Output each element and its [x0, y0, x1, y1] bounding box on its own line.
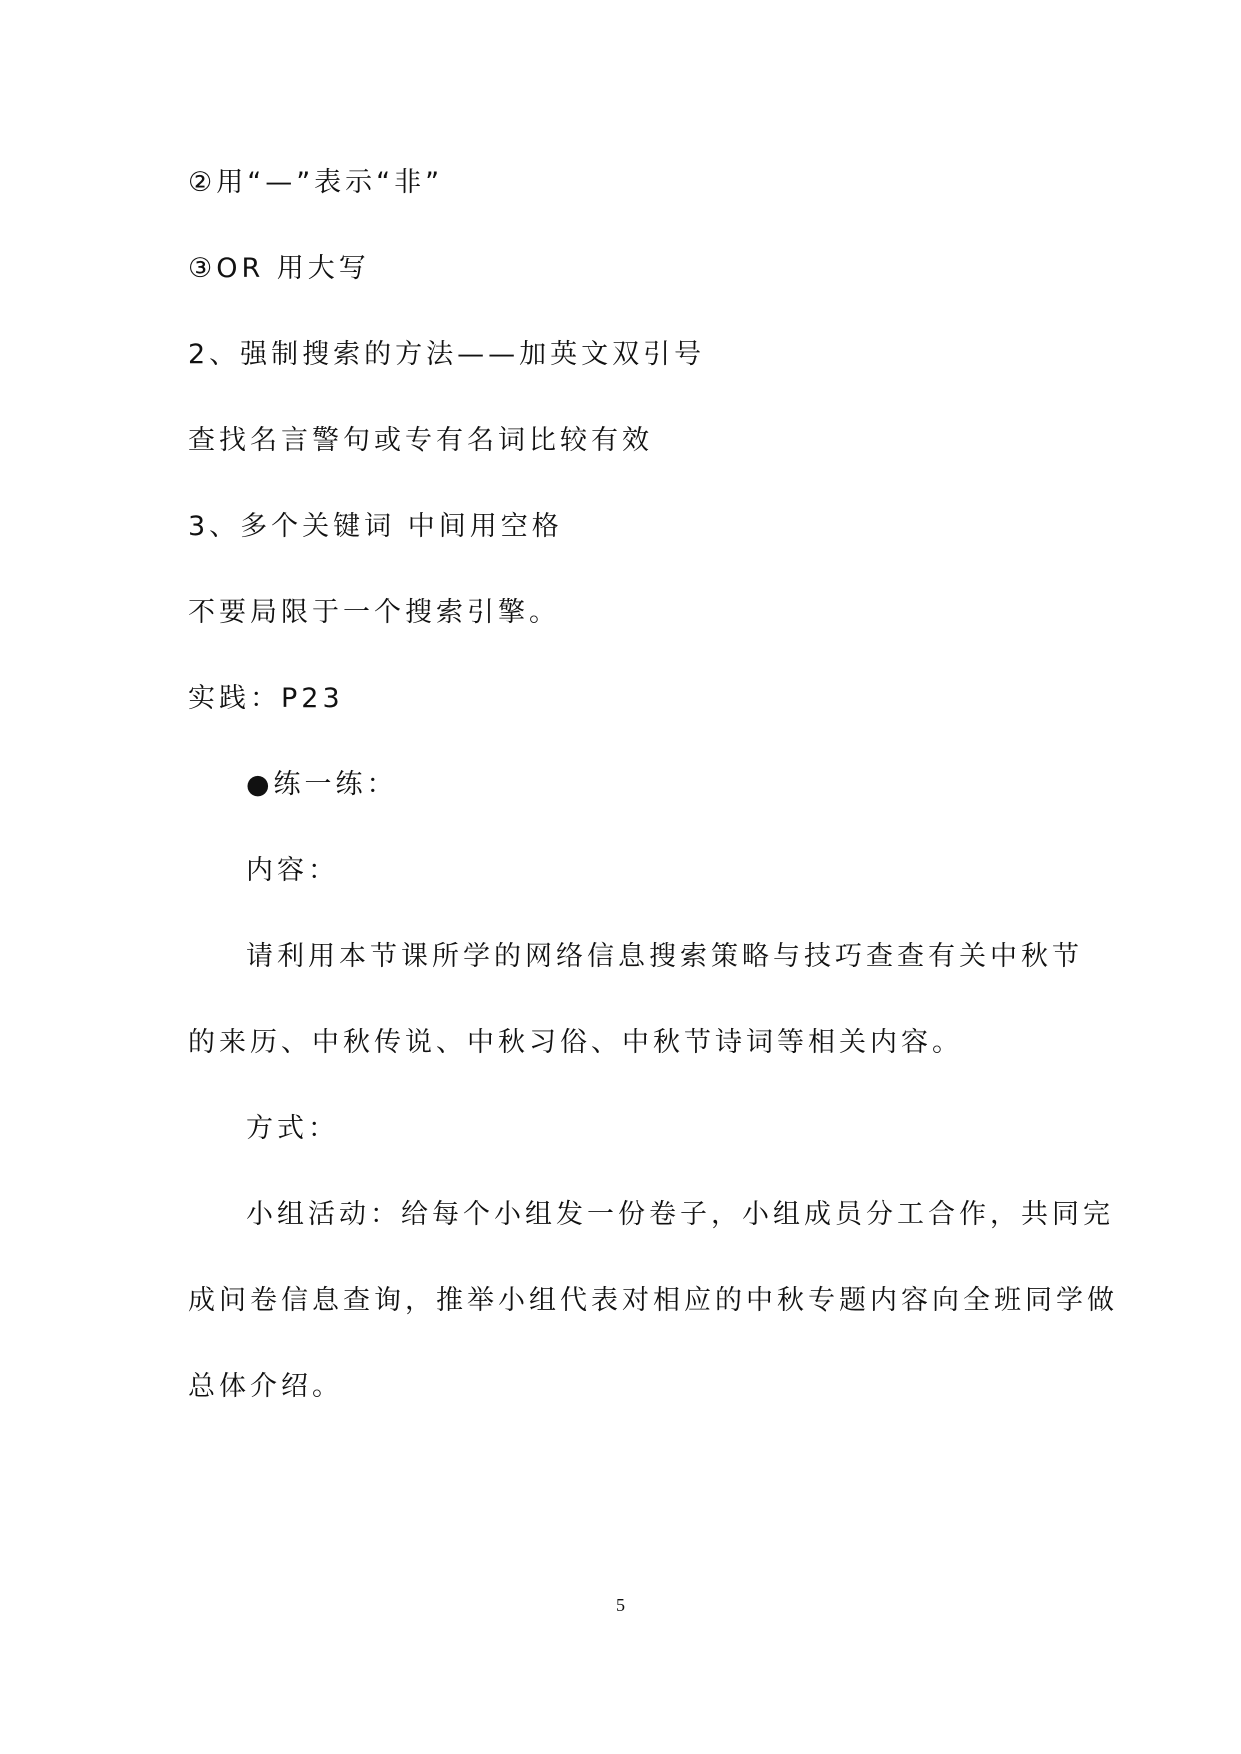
text-line-or-uppercase: ③OR 用大写	[188, 253, 370, 284]
text-line-multiple-keywords: 3、多个关键词 中间用空格	[188, 511, 563, 542]
text-line-method-body-1: 小组活动：给每个小组发一份卷子，小组成员分工合作，共同完	[246, 1199, 1114, 1230]
text-line-exercise-heading: ●练一练：	[246, 769, 398, 800]
text-line-content-body-1: 请利用本节课所学的网络信息搜索策略与技巧查查有关中秋节	[246, 941, 1083, 972]
text-line-content-body-2: 的来历、中秋传说、中秋习俗、中秋节诗词等相关内容。	[188, 1027, 963, 1058]
text-line-multiple-engines: 不要局限于一个搜索引擎。	[188, 597, 560, 628]
text-line-practice: 实践：P23	[188, 683, 344, 714]
text-line-not-operator: ②用“—”表示“非”	[188, 167, 444, 198]
text-line-method-body-3: 总体介绍。	[188, 1371, 343, 1402]
text-line-method-heading: 方式：	[246, 1113, 339, 1144]
text-line-forced-search: 2、强制搜索的方法——加英文双引号	[188, 339, 706, 370]
text-line-content-heading: 内容：	[246, 855, 339, 886]
text-line-quotes-effective: 查找名言警句或专有名词比较有效	[188, 425, 653, 456]
page-number: 5	[616, 1595, 625, 1615]
text-line-method-body-2: 成问卷信息查询，推举小组代表对相应的中秋专题内容向全班同学做	[188, 1285, 1118, 1316]
